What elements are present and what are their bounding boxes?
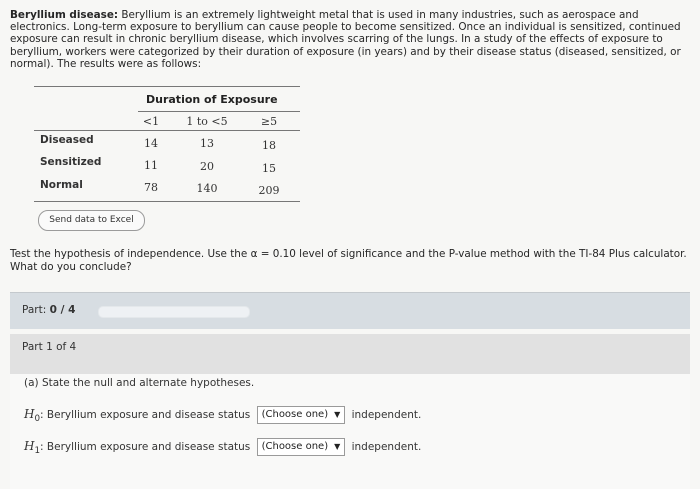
question-line-2: What do you conclude?	[10, 260, 132, 273]
question-line-1: Test the hypothesis of independence. Use the α = 0.10 level of significance and the P-value method with the TI-84 Plus calculator.	[10, 248, 687, 260]
table-cell: 18	[262, 139, 276, 152]
table-cell: 15	[262, 162, 276, 175]
dropdown-arrow-icon: ▼	[334, 410, 341, 419]
table-column-rule	[34, 130, 300, 131]
table-cell: 11	[144, 159, 158, 172]
h0-symbol: H	[24, 407, 35, 421]
part-header	[10, 334, 690, 374]
h1-symbol: H	[24, 439, 35, 453]
table-top-rule	[34, 86, 300, 87]
progress-label: Part: 0 / 4	[22, 304, 76, 316]
h1-subscript: 1	[34, 446, 41, 457]
progress-bar-section	[10, 292, 690, 329]
part-a-prompt: (a) State the null and alternate hypotheses.	[24, 377, 255, 389]
progress-value: 0 / 4	[49, 304, 76, 316]
table-cell: 13	[200, 137, 214, 150]
h0-line	[24, 406, 421, 424]
table-cell: 140	[196, 182, 218, 195]
h1-suffix: independent.	[351, 441, 422, 453]
contingency-table	[34, 84, 300, 204]
h0-text: : Beryllium exposure and disease status	[40, 409, 251, 421]
h1-line	[24, 438, 421, 456]
table-header-duration: Duration of Exposure	[146, 93, 278, 106]
h0-suffix: independent.	[351, 409, 422, 421]
progress-track	[98, 306, 250, 318]
column-header: <1	[142, 115, 160, 128]
table-bottom-rule	[34, 201, 300, 202]
problem-title: Beryllium disease:	[10, 9, 119, 21]
table-header-rule	[138, 111, 300, 112]
part-header-label: Part 1 of 4	[22, 341, 77, 353]
row-label-diseased: Diseased	[40, 134, 94, 146]
question-text	[10, 248, 692, 273]
table-cell: 14	[144, 137, 158, 150]
column-header: 1 to <5	[186, 115, 228, 128]
problem-text: Beryllium is an extremely lightweight metal that is used in many industries, such as aerospace and electronics. Long-term exposure to beryllium can cause people to become sensitized. Once an individual is sensitized, continued exposure can result in chronic beryllium disease, which involves scarring of the lungs. In a study of the effects of exposure to beryllium, workers were categorized by their duration of exposure (in years) and by their disease status (diseased, sensitized, or normal). The results were as follows:	[10, 9, 681, 70]
h1-dropdown[interactable]: (Choose one) ▼	[257, 438, 346, 456]
h0-dropdown[interactable]: (Choose one) ▼	[257, 406, 346, 424]
row-label-sensitized: Sensitized	[40, 156, 102, 168]
send-to-excel-button[interactable]: Send data to Excel	[38, 210, 145, 231]
table-cell: 20	[200, 160, 214, 173]
row-label-normal: Normal	[40, 179, 83, 191]
h1-text: : Beryllium exposure and disease status	[40, 441, 251, 453]
h0-subscript: 0	[34, 414, 41, 425]
part-a-panel	[10, 374, 690, 489]
dropdown-arrow-icon: ▼	[334, 442, 341, 451]
table-cell: 209	[258, 184, 280, 197]
column-header: ≥5	[260, 115, 278, 128]
problem-intro	[10, 9, 692, 70]
table-cell: 78	[144, 181, 158, 194]
